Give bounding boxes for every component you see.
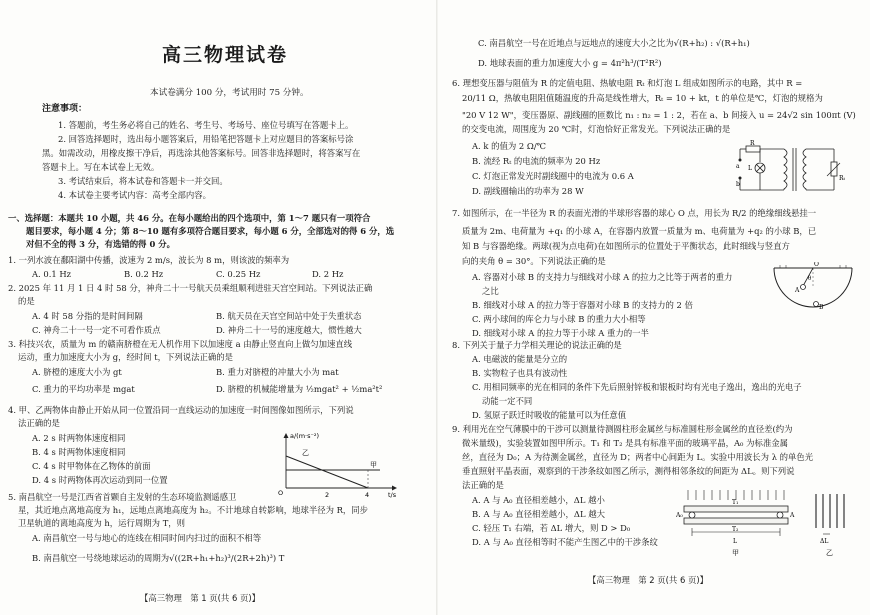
notice-line: 4. 本试卷主要考试内容：高考全部内容。 <box>58 190 212 200</box>
q9-label-yi: 乙 <box>826 549 833 557</box>
q1-option: B. 0.2 Hz <box>124 269 164 279</box>
q5-option: D. 地球表面的重力加速度大小 g = 4π²h³/(T²R²) <box>478 58 662 68</box>
q4-option: C. 4 s 时甲物体在乙物体的前面 <box>32 461 151 471</box>
q4-stem: 4. 甲、乙两物体由静止开始从同一位置沿同一直线运动的加速度一时间图像如图所示，下列说 <box>8 405 354 415</box>
q8-option: B. 实物粒子也具有波动性 <box>472 368 568 378</box>
q7-stem: 质量为 2m、电荷量为 +q₁ 的小球 A，在容器内放置一质量为 m、电荷量为 +q₂ 的小球 B，已 <box>462 226 817 236</box>
page-2 <box>438 0 870 615</box>
q9-stem: 垂直照射平晶表面，观察到的干涉条纹如图乙所示，测得相邻条纹的间距为 ΔL。则下列说 <box>462 466 795 476</box>
q4-option: A. 2 s 时两物体速度相同 <box>32 433 126 443</box>
q6-label-l: L <box>748 165 752 172</box>
q7-label-o: O <box>814 262 819 268</box>
q8-stem: 8. 下列关于量子力学相关理论的说法正确的是 <box>452 340 622 350</box>
q6-circuit-diagram <box>736 140 850 196</box>
q9-label-dl: ΔL <box>820 538 829 545</box>
q4-stem: 法正确的是 <box>18 418 60 428</box>
q2-option: A. 4 时 58 分指的是时间间隔 <box>32 311 143 321</box>
q6-stem: "20 V 12 W"，变压器原、副线圈的匝数比 n₁ : n₂ = 1 : 2，若在 a、b 间接入 u = 24√2 sin 100πt (V) <box>462 110 856 120</box>
q9-label-t1: T₁ <box>732 499 739 506</box>
q4-x-label: t/s <box>388 491 397 498</box>
q6-stem: 的交变电流，周围度为 20 ℃时，灯泡恰好正常发光。下列说法正确的是 <box>462 124 731 134</box>
q4-series-jia: 甲 <box>370 461 377 469</box>
q9-interference-diagram <box>676 488 856 560</box>
section-heading: 题目要求，每小题 4 分；第 8～10 题有多项符合题目要求，每小题 6 分，全部选对的得 6 分，选 <box>26 226 395 236</box>
q6-option: D. 副线圈输出的功率为 28 W <box>472 186 584 196</box>
q3-option: D. 脐橙的机械能增量为 ½mgat² + ½ma²t² <box>216 384 383 394</box>
q9-label-l: L <box>733 538 737 545</box>
q6-label-r: R <box>750 140 755 147</box>
q7-option: A. 容器对小球 B 的支持力与细线对小球 A 的拉力之比等于两者的重力 <box>472 272 733 282</box>
page-footer: 【高三物理 第 2 页(共 6 页)】 <box>588 575 708 585</box>
q7-stem: 向的夹角 θ = 30°。下列说法正确的是 <box>462 256 606 266</box>
q8-option: D. 氢原子跃迁时吸收的能量可以为任意值 <box>472 410 627 420</box>
q9-stem: 微米量级)，实验装置如图甲所示。T₁ 和 T₂ 是具有标准平面的玻璃平晶，A₀ 为标准金属 <box>462 438 788 448</box>
q6-option: B. 流经 Rₜ 的电流的频率为 20 Hz <box>472 156 601 166</box>
q7-option: C. 两小球间的库仑力与小球 B 的重力大小相等 <box>472 314 646 324</box>
q3-stem: 3. 科技兴农，质量为 m 的赣南脐橙在无人机作用下以加速度 a 由静止竖直向上做匀加速直线 <box>8 339 353 349</box>
q9-option: B. A 与 A₀ 直径相差越小，ΔL 越大 <box>472 509 605 519</box>
notice-line: 1. 答题前，考生务必将自己的姓名、考生号、考场号、座位号填写在答题卡上。 <box>58 120 354 130</box>
section-heading: 一、选择题：本题共 10 小题，共 46 分。在每小题给出的四个选项中，第 1～7 题只有一项符合 <box>8 213 371 223</box>
q7-option: D. 细线对小球 A 的拉力等于小球 A 重力的一半 <box>472 328 649 338</box>
q8-option: 动能一定不同 <box>482 396 533 406</box>
q5-stem: 5. 南昌航空一号是江西省首颗自主发射的生态环境监测遥感卫 <box>8 492 237 502</box>
q7-stem: 7. 如图所示，在一半径为 R 的表面光滑的半球形容器的球心 O 点，用长为 R/2 的绝缘细线悬挂一 <box>452 208 817 218</box>
q1-stem: 1. 一列水波在鄱阳湖中传播，波速为 2 m/s，波长为 8 m，则该波的频率为 <box>8 255 290 265</box>
q5-stem: 星，其近地点离地高度为 h₁，远地点离地高度为 h₂。不计地球自转影响，地球半径为 R，同步 <box>18 505 369 515</box>
exam-title: 高三物理试卷 <box>161 44 288 66</box>
q5-option: C. 南昌航空一号在近地点与远地点的速度大小之比为√(R+h₂) : √(R+h₁) <box>478 38 750 48</box>
q7-option: 之比 <box>482 286 499 296</box>
q1-option: A. 0.1 Hz <box>32 269 72 279</box>
q3-stem: 运动，重力加速度大小为 g，经时间 t，下列说法正确的是 <box>18 352 234 362</box>
q6-label-a: a <box>736 163 740 170</box>
q9-label-jia: 甲 <box>732 549 739 557</box>
q9-option: A. A 与 A₀ 直径相差越小，ΔL 越小 <box>472 495 605 505</box>
q7-label-b: B <box>819 304 824 311</box>
q7-label-a: A <box>795 287 800 294</box>
q6-option: C. 灯泡正常发光时副线圈中的电流为 0.6 A <box>472 171 634 181</box>
q5-option: A. 南昌航空一号与地心的连线在相同时间内扫过的面积不相等 <box>32 533 262 543</box>
q9-stem: 丝，直径为 D₀；A 为待测金属丝，直径为 D；两者中心间距为 L。实验中用波长为 λ 的单色光 <box>462 452 814 462</box>
q6-stem: 6. 理想变压器与阻值为 R 的定值电阻、热敏电阻 Rₜ 和灯泡 L 组成如图所示的电路，其中 R = <box>452 78 803 88</box>
q6-stem: 20/11 Ω，热敏电阻阻值随温度的升高是线性增大，Rₜ = 10 + kt，t 的单位是℃，灯泡的规格为 <box>462 93 823 103</box>
q9-label-a: A <box>790 512 795 519</box>
notice-line: 黑。如需改动，用橡皮擦干净后，再选涂其他答案标号。回答非选择题时，将答案写在 <box>42 148 361 158</box>
q5-option: B. 南昌航空一号绕地球运动的周期为√((2R+h₁+h₂)³/(2R+2h)³) T <box>32 553 285 563</box>
q2-option: B. 航天员在天宫空间站中处于失重状态 <box>216 311 362 321</box>
page-footer: 【高三物理 第 1 页(共 6 页)】 <box>140 593 260 603</box>
q4-at-graph <box>268 430 400 498</box>
q3-option: A. 脐橙的速度大小为 gt <box>32 367 122 377</box>
q8-option: C. 用相同频率的光在相同的条件下先后照射锌板和银板时均有光电子逸出，逸出的光电子 <box>472 382 802 392</box>
q2-stem: 的是 <box>18 296 35 306</box>
q4-option: B. 4 s 时两物体速度相同 <box>32 447 126 457</box>
q9-option: D. A 与 A₀ 直径相等时不能产生图乙中的干涉条纹 <box>472 537 658 547</box>
q4-series-yi: 乙 <box>302 449 309 457</box>
q4-option: D. 4 s 时两物体再次运动到同一位置 <box>32 475 168 485</box>
q9-label-a0: A₀ <box>676 512 683 519</box>
q1-option: D. 2 Hz <box>312 269 344 279</box>
q3-option: B. 重力对脐橙的冲量大小为 mat <box>216 367 339 377</box>
notice-line: 2. 回答选择题时，选出每小题答案后，用铅笔把答题卡上对应题目的答案标号涂 <box>58 134 354 144</box>
q4-origin: O <box>278 489 284 497</box>
q9-stem: 法正确的是 <box>462 480 504 490</box>
q5-stem: 卫星轨道的离地高度为 h，运行周期为 T，则 <box>18 518 186 528</box>
q1-option: C. 0.25 Hz <box>216 269 261 279</box>
notice-header: 注意事项： <box>42 104 88 114</box>
section-heading: 对但不全的得 3 分，有选错的得 0 分。 <box>26 239 175 249</box>
q4-tick-4: 4 <box>365 491 370 498</box>
q6-option: A. k 的值为 2 Ω/℃ <box>472 141 547 151</box>
q2-option: D. 神舟二十一号的速度越大，惯性越大 <box>216 325 362 335</box>
notice-line: 答题卡上。写在本试卷上无效。 <box>42 162 160 172</box>
q6-label-rt: Rₜ <box>839 175 845 182</box>
q2-stem: 2. 2025 年 11 月 1 日 4 时 58 分，神舟二十一号航天员乘组顺利进驻天宫空间站。下列说法正确 <box>8 283 373 293</box>
q4-y-label: a/(m·s⁻²) <box>290 432 320 440</box>
q9-option: C. 轻压 T₁ 右端，若 ΔL 增大，则 D > D₀ <box>472 523 631 533</box>
q3-option: C. 重力的平均功率是 mgat <box>32 384 135 394</box>
q9-label-t2: T₂ <box>732 526 739 533</box>
q8-option: A. 电磁波的能量是分立的 <box>472 354 568 364</box>
q9-stem: 9. 利用光在空气薄膜中的干涉可以测量待测圆柱形金属丝与标准圆柱形金属丝的直径差(约为 <box>452 424 793 434</box>
q7-hemisphere-diagram <box>770 262 856 326</box>
q7-option: B. 细线对小球 A 的拉力等于容器对小球 B 的支持力的 2 倍 <box>472 300 693 310</box>
q7-label-theta: θ <box>808 276 812 282</box>
q7-stem: 知 B 与容器绝缘。两球(视为点电荷)在如图所示的位置处于平衡状态，此时细线与竖直方 <box>462 241 790 251</box>
q2-option: C. 神舟二十一号一定不可看作质点 <box>32 325 161 335</box>
q6-label-b: b <box>736 181 740 188</box>
exam-subtitle: 本试卷满分 100 分，考试用时 75 分钟。 <box>150 88 309 98</box>
q4-tick-2: 2 <box>325 491 330 498</box>
notice-line: 3. 考试结束后，将本试卷和答题卡一并交回。 <box>58 176 228 186</box>
